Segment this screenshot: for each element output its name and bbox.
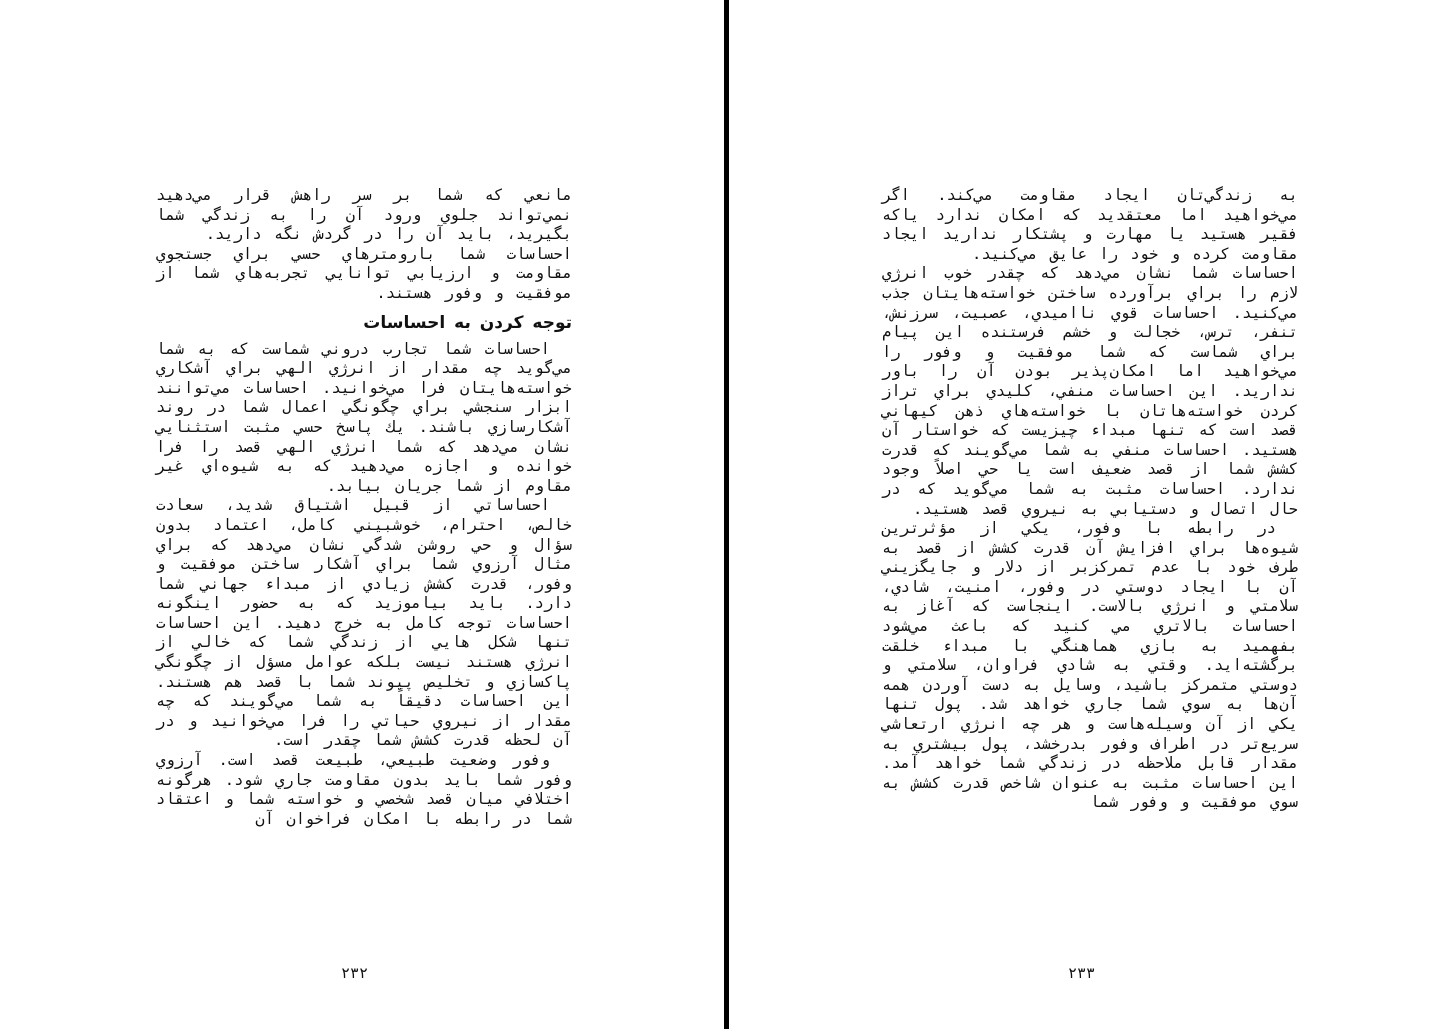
- right-page-text: [882, 186, 1298, 813]
- paragraph: احساسات شما نشان مي‌دهد که چقدر خوب انرژي لازم را براي برآورده ساختن خواسته‌هايتان جذب مي‌کنيد. احساسات قوي نااميدي، عصبيت، سرزنش، تنفر، ترس، خجالت و خشم فرستنده اين پيام براي شماست که شما موفقيت و وفور را مي‌خواهيد اما امکان‌پذير بودن آن را باور نداريد. اين احساسات منفي، کليدي براي تراز کردن خواسته‌هاتان با خواسته‌هاي ذهن کيهاني قصد است که تنها مبداء چيزيست که خواستار آن هستيد. احساسات منفي به شما مي‌گويند که قدرت کشش شما از قصد ضعيف است يا حي اصلاً وجود ندارد. احساسات مثبت به شما مي‌گويد که در حال اتصال و دستيابي به نيروي قصد هستيد.: [882, 264, 1298, 518]
- paragraph: احساسات شما تجارب دروني شماست که به شما مي‌گويد چه مقدار از انرژي الهي براي آشکاري خواسته‌هايتان فرا مي‌خوانيد. احساسات مي‌توانند ابزار سنجشي براي چگونگي اعمال شما در روند آشکارسازي باشند. يك پاسخ حسي مثبت استثنايي نشان مي‌دهد که شما انرژي الهي قصد را فرا خوانده و اجازه مي‌دهيد که به شيوه‌اي غير مقاوم از شما جريان بيابد.: [156, 339, 572, 495]
- paragraph: در رابطه با وفور، يكي از مؤثرترين شيوه‌ها براي افزايش آن قدرت کشش از قصد به طرف خود با عدم تمرکزبر از دلار و جايگزيني آن با ايجاد دوستي در وفور، امنيت، شادي، سلامتي و انرژي بالاست. اينجاست که آغاز به احساسات بالاتري مي کنيد که باعث مي‌شود بفهميد به بازي هماهنگي با مبداء خلقت برگشته‌ايد. وقتي به شادي فراوان، سلامتي و دوستي متمرکز باشيد، وسايل به دست آوردن همه آن‌ها به سوي شما جاري خواهد شد. پول تنها يكي از آن وسيله‌هاست و هر چه انرژي ارتعاشي سريع‌تر در اطراف وفور بدرخشد، پول بيشتري به مقدار قابل ملاحظه در زندگي شما خواهد آمد. اين احساسات مثبت به عنوان شاخص قدرت کشش به سوي موفقيت و وفور شما: [882, 519, 1298, 812]
- paragraph: مانعي که شما بر سر راهش قرار مي‌دهيد نمي‌تواند جلوي ورود آن را به زندگي شما بگيريد، بايد آن را در گردش نگه داريد.: [156, 186, 572, 244]
- page-number: ٢٣٣: [1068, 964, 1096, 982]
- paragraph: وفور وضعيت طبيعي، طبيعت قصد است. آرزوي وفور شما بايد بدون مقاومت جاري شود. هرگونه اختلافي ميان قصد شخصي و خواسته شما و اعتقاد شما در رابطه با امکان فراخوان آن: [156, 751, 572, 828]
- page-number: ٢٣٢: [341, 964, 369, 982]
- left-page-text: [156, 186, 572, 829]
- paragraph: احساسات شما بارومترهاي حسي براي جستجوي مقاومت و ارزيابي توانايي تجربه‌هاي شما از موفقيت و وفور هستند.: [156, 244, 572, 302]
- paragraph: به زندگي‌تان ايجاد مقاومت مي‌کند. اگر مي‌خواهيد اما معتقديد که امکان ندارد ياکه فقير هستيد يا مهارت و پشتکار نداريد ايجاد مقاومت کرده و خود را عايق مي‌کنيد.: [882, 186, 1298, 263]
- paragraph: احساساتي از قبيل اشتياق شديد، سعادت خالص، احترام، خوشبيني کامل، اعتماد بدون سؤال و حي روشن شدگي نشان مي‌دهد که براي مثال آرزوي شما براي آشکار ساختن موفقيت و وفور، قدرت کشش زيادي از مبداء جهاني شما دارد. بايد بياموزيد که به حضور اينگونه احساسات توجه کامل به خرج دهيد. اين احساسات تنها شکل هايي از زندگي شما که خالي از انرژي هستند نيست بلکه عوامل مسؤل از چگونگي پاکسازي و تخليص پيوند شما با قصد هم هستند. اين احساسات دقيقاً به شما مي‌گويند که چه مقدار از نيروي حياتي را فرا مي‌خوانيد و در آن لحظه قدرت کشش شما چقدر است.: [156, 496, 572, 750]
- section-heading: توجه کردن به احساسات: [363, 312, 572, 333]
